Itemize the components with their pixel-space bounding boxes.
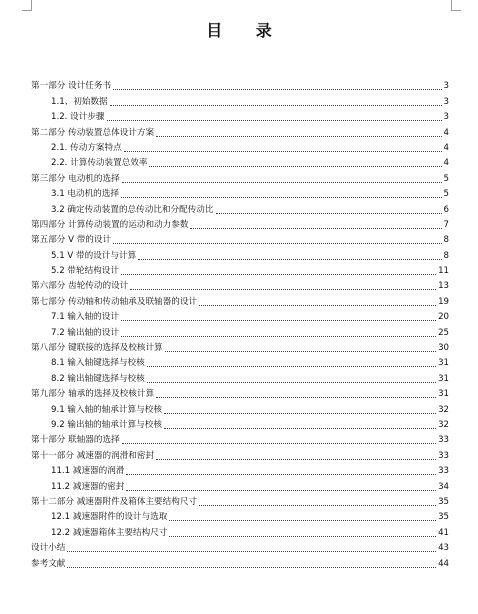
toc-entry[interactable] xyxy=(31,385,449,400)
toc-dot-leader xyxy=(149,166,441,167)
toc-entry-page-number: 8 xyxy=(443,250,449,261)
toc-entry-label: 9.1 输入轴的轴承计算与校核 xyxy=(51,404,162,415)
toc-dot-leader xyxy=(121,336,436,337)
toc-entry-sub[interactable] xyxy=(31,400,449,415)
toc-entry-sub[interactable] xyxy=(31,508,449,523)
toc-dot-leader xyxy=(169,536,436,537)
toc-entry-page-number: 20 xyxy=(438,312,449,323)
toc-entry-label: 第四部分 计算传动装置的运动和动力参数 xyxy=(31,219,189,230)
toc-entry-label: 第八部分 键联接的选择及校核计算 xyxy=(31,343,163,354)
toc-dot-leader xyxy=(67,567,436,568)
toc-entry[interactable] xyxy=(31,231,449,246)
toc-entry-page-number: 33 xyxy=(438,435,449,446)
toc-entry-label: 第七部分 传动轴和传动轴承及联轴器的设计 xyxy=(31,296,198,307)
toc-entry-page-number: 13 xyxy=(438,281,449,292)
toc-entry-page-number: 32 xyxy=(438,404,449,415)
crop-mark-top-right-h xyxy=(451,10,461,11)
toc-entry-page-number: 4 xyxy=(443,158,449,169)
toc-entry-label: 3.1 电动机的选择 xyxy=(51,189,119,200)
toc-entry-page-number: 33 xyxy=(438,466,449,477)
toc-entry-page-number: 31 xyxy=(438,389,449,400)
toc-entry-label: 第十部分 联轴器的选择 xyxy=(31,435,120,446)
toc-dot-leader xyxy=(169,520,436,521)
toc-entry-page-number: 3 xyxy=(443,81,449,92)
toc-entry[interactable] xyxy=(31,77,449,92)
toc-entry-page-number: 5 xyxy=(443,189,449,200)
toc-entry-label: 7.1 输入轴的设计 xyxy=(51,312,119,323)
toc-entry-page-number: 11 xyxy=(438,266,449,277)
toc-entry-sub[interactable] xyxy=(31,185,449,200)
toc-entry-sub[interactable] xyxy=(31,477,449,492)
toc-entry-label: 5.2 带轮结构设计 xyxy=(51,266,119,277)
toc-entry[interactable] xyxy=(31,277,449,292)
toc-dot-leader xyxy=(107,120,442,121)
toc-entry-page-number: 25 xyxy=(438,327,449,338)
crop-mark-top-left xyxy=(31,0,32,10)
toc-entry-label: 12.2 减速器箱体主要结构尺寸 xyxy=(51,527,168,538)
toc-dot-leader xyxy=(124,151,442,152)
crop-mark-top-right xyxy=(451,0,452,10)
toc-entry-page-number: 35 xyxy=(438,496,449,507)
toc-entry-label: 第二部分 传动装置总体设计方案 xyxy=(31,127,155,138)
toc-entry[interactable] xyxy=(31,431,449,446)
toc-entry-sub[interactable] xyxy=(31,139,449,154)
toc-dot-leader xyxy=(110,105,442,106)
toc-entry-sub[interactable] xyxy=(31,462,449,477)
toc-entry-label: 第六部分 齿轮传动的设计 xyxy=(31,281,129,292)
toc-entry-page-number: 4 xyxy=(443,127,449,138)
toc-dot-leader xyxy=(67,551,436,552)
toc-entry-page-number: 41 xyxy=(438,527,449,538)
toc-entry-label: 第三部分 电动机的选择 xyxy=(31,173,120,184)
toc-entry-label: 第十一部分 减速器的润滑和密封 xyxy=(31,450,155,461)
toc-entry-sub[interactable] xyxy=(31,354,449,369)
toc-entry-label: 1.2. 设计步骤 xyxy=(51,112,105,123)
toc-entry-label: 8.2 输出轴键选择与校核 xyxy=(51,373,145,384)
toc-entry-page-number: 31 xyxy=(438,358,449,369)
toc-dot-leader xyxy=(199,305,436,306)
toc-dot-leader xyxy=(164,428,436,429)
toc-dot-leader xyxy=(199,505,436,506)
toc-entry[interactable] xyxy=(31,339,449,354)
toc-entry-page-number: 8 xyxy=(443,235,449,246)
toc-entry-sub[interactable] xyxy=(31,369,449,384)
toc-entry-label: 参考文献 xyxy=(31,558,66,569)
toc-dot-leader xyxy=(122,443,436,444)
crop-mark-top-left-h xyxy=(22,10,32,11)
toc-entry-page-number: 3 xyxy=(443,112,449,123)
toc-entry[interactable] xyxy=(31,493,449,508)
toc-entry-label: 设计小结 xyxy=(31,543,66,554)
toc-entry-sub[interactable] xyxy=(31,108,449,123)
toc-entry-sub[interactable] xyxy=(31,308,449,323)
toc-dot-leader xyxy=(164,413,436,414)
toc-dot-leader xyxy=(126,490,436,491)
toc-entry-sub[interactable] xyxy=(31,262,449,277)
toc-entry-page-number: 34 xyxy=(438,481,449,492)
toc-entry-page-number: 43 xyxy=(438,543,449,554)
toc-dot-leader xyxy=(165,351,436,352)
toc-entry-page-number: 6 xyxy=(443,204,449,215)
toc-dot-leader xyxy=(138,259,441,260)
toc-entry-label: 8.1 输入轴键选择与校核 xyxy=(51,358,145,369)
toc-dot-leader xyxy=(113,243,441,244)
table-of-contents xyxy=(31,77,449,570)
toc-entry-label: 第五部分 V 带的设计 xyxy=(31,235,112,246)
toc-entry-page-number: 4 xyxy=(443,142,449,153)
toc-dot-leader xyxy=(216,213,442,214)
toc-entry-label: 1.1、初始数据 xyxy=(51,96,108,107)
toc-entry-label: 5.1 V 带的设计与计算 xyxy=(51,250,137,261)
toc-entry-label: 第一部分 设计任务书 xyxy=(31,81,112,92)
toc-dot-leader xyxy=(156,136,441,137)
toc-dot-leader xyxy=(122,182,442,183)
toc-entry-page-number: 5 xyxy=(443,173,449,184)
toc-entry[interactable] xyxy=(31,554,449,569)
toc-entry-page-number: 33 xyxy=(438,450,449,461)
toc-dot-leader xyxy=(121,320,436,321)
toc-entry[interactable] xyxy=(31,292,449,307)
toc-entry-sub[interactable] xyxy=(31,416,449,431)
toc-entry-page-number: 7 xyxy=(443,219,449,230)
toc-entry-label: 7.2 输出轴的设计 xyxy=(51,327,119,338)
toc-entry-page-number: 44 xyxy=(438,558,449,569)
toc-entry-label: 3.2 确定传动装置的总传动比和分配传动比 xyxy=(51,204,214,215)
toc-entry-label: 11.2 减速器的密封 xyxy=(51,481,125,492)
toc-entry-label: 12.1 减速器附件的设计与选取 xyxy=(51,512,168,523)
toc-entry[interactable] xyxy=(31,123,449,138)
toc-dot-leader xyxy=(147,366,436,367)
toc-dot-leader xyxy=(156,459,436,460)
toc-entry-label: 2.1. 传动方案特点 xyxy=(51,142,122,153)
toc-entry[interactable] xyxy=(31,216,449,231)
toc-dot-leader xyxy=(156,397,436,398)
toc-title: 目 录 xyxy=(206,21,286,40)
toc-dot-leader xyxy=(121,197,442,198)
toc-entry-sub[interactable] xyxy=(31,246,449,261)
toc-entry-label: 第十二部分 减速器附件及箱体主要结构尺寸 xyxy=(31,496,198,507)
toc-entry-label: 第九部分 轴承的选择及校核计算 xyxy=(31,389,155,400)
toc-entry-sub[interactable] xyxy=(31,92,449,107)
toc-dot-leader xyxy=(130,289,436,290)
toc-entry[interactable] xyxy=(31,446,449,461)
toc-entry-page-number: 30 xyxy=(438,343,449,354)
toc-dot-leader xyxy=(121,274,436,275)
toc-dot-leader xyxy=(190,228,441,229)
toc-entry[interactable] xyxy=(31,539,449,554)
toc-dot-leader xyxy=(126,474,436,475)
toc-entry-sub[interactable] xyxy=(31,154,449,169)
toc-dot-leader xyxy=(113,89,441,90)
toc-entry-page-number: 32 xyxy=(438,419,449,430)
toc-entry-label: 9.2 输出轴的轴承计算与校核 xyxy=(51,419,162,430)
toc-entry-label: 11.1 减速器的润滑 xyxy=(51,466,125,477)
toc-dot-leader xyxy=(147,382,436,383)
toc-entry-page-number: 19 xyxy=(438,296,449,307)
toc-entry-label: 2.2. 计算传动装置总效率 xyxy=(51,158,148,169)
toc-entry-page-number: 31 xyxy=(438,373,449,384)
toc-entry-sub[interactable] xyxy=(31,200,449,215)
toc-entry[interactable] xyxy=(31,169,449,184)
toc-entry-sub[interactable] xyxy=(31,523,449,538)
toc-entry-page-number: 3 xyxy=(443,96,449,107)
toc-entry-page-number: 35 xyxy=(438,512,449,523)
toc-entry-sub[interactable] xyxy=(31,323,449,338)
